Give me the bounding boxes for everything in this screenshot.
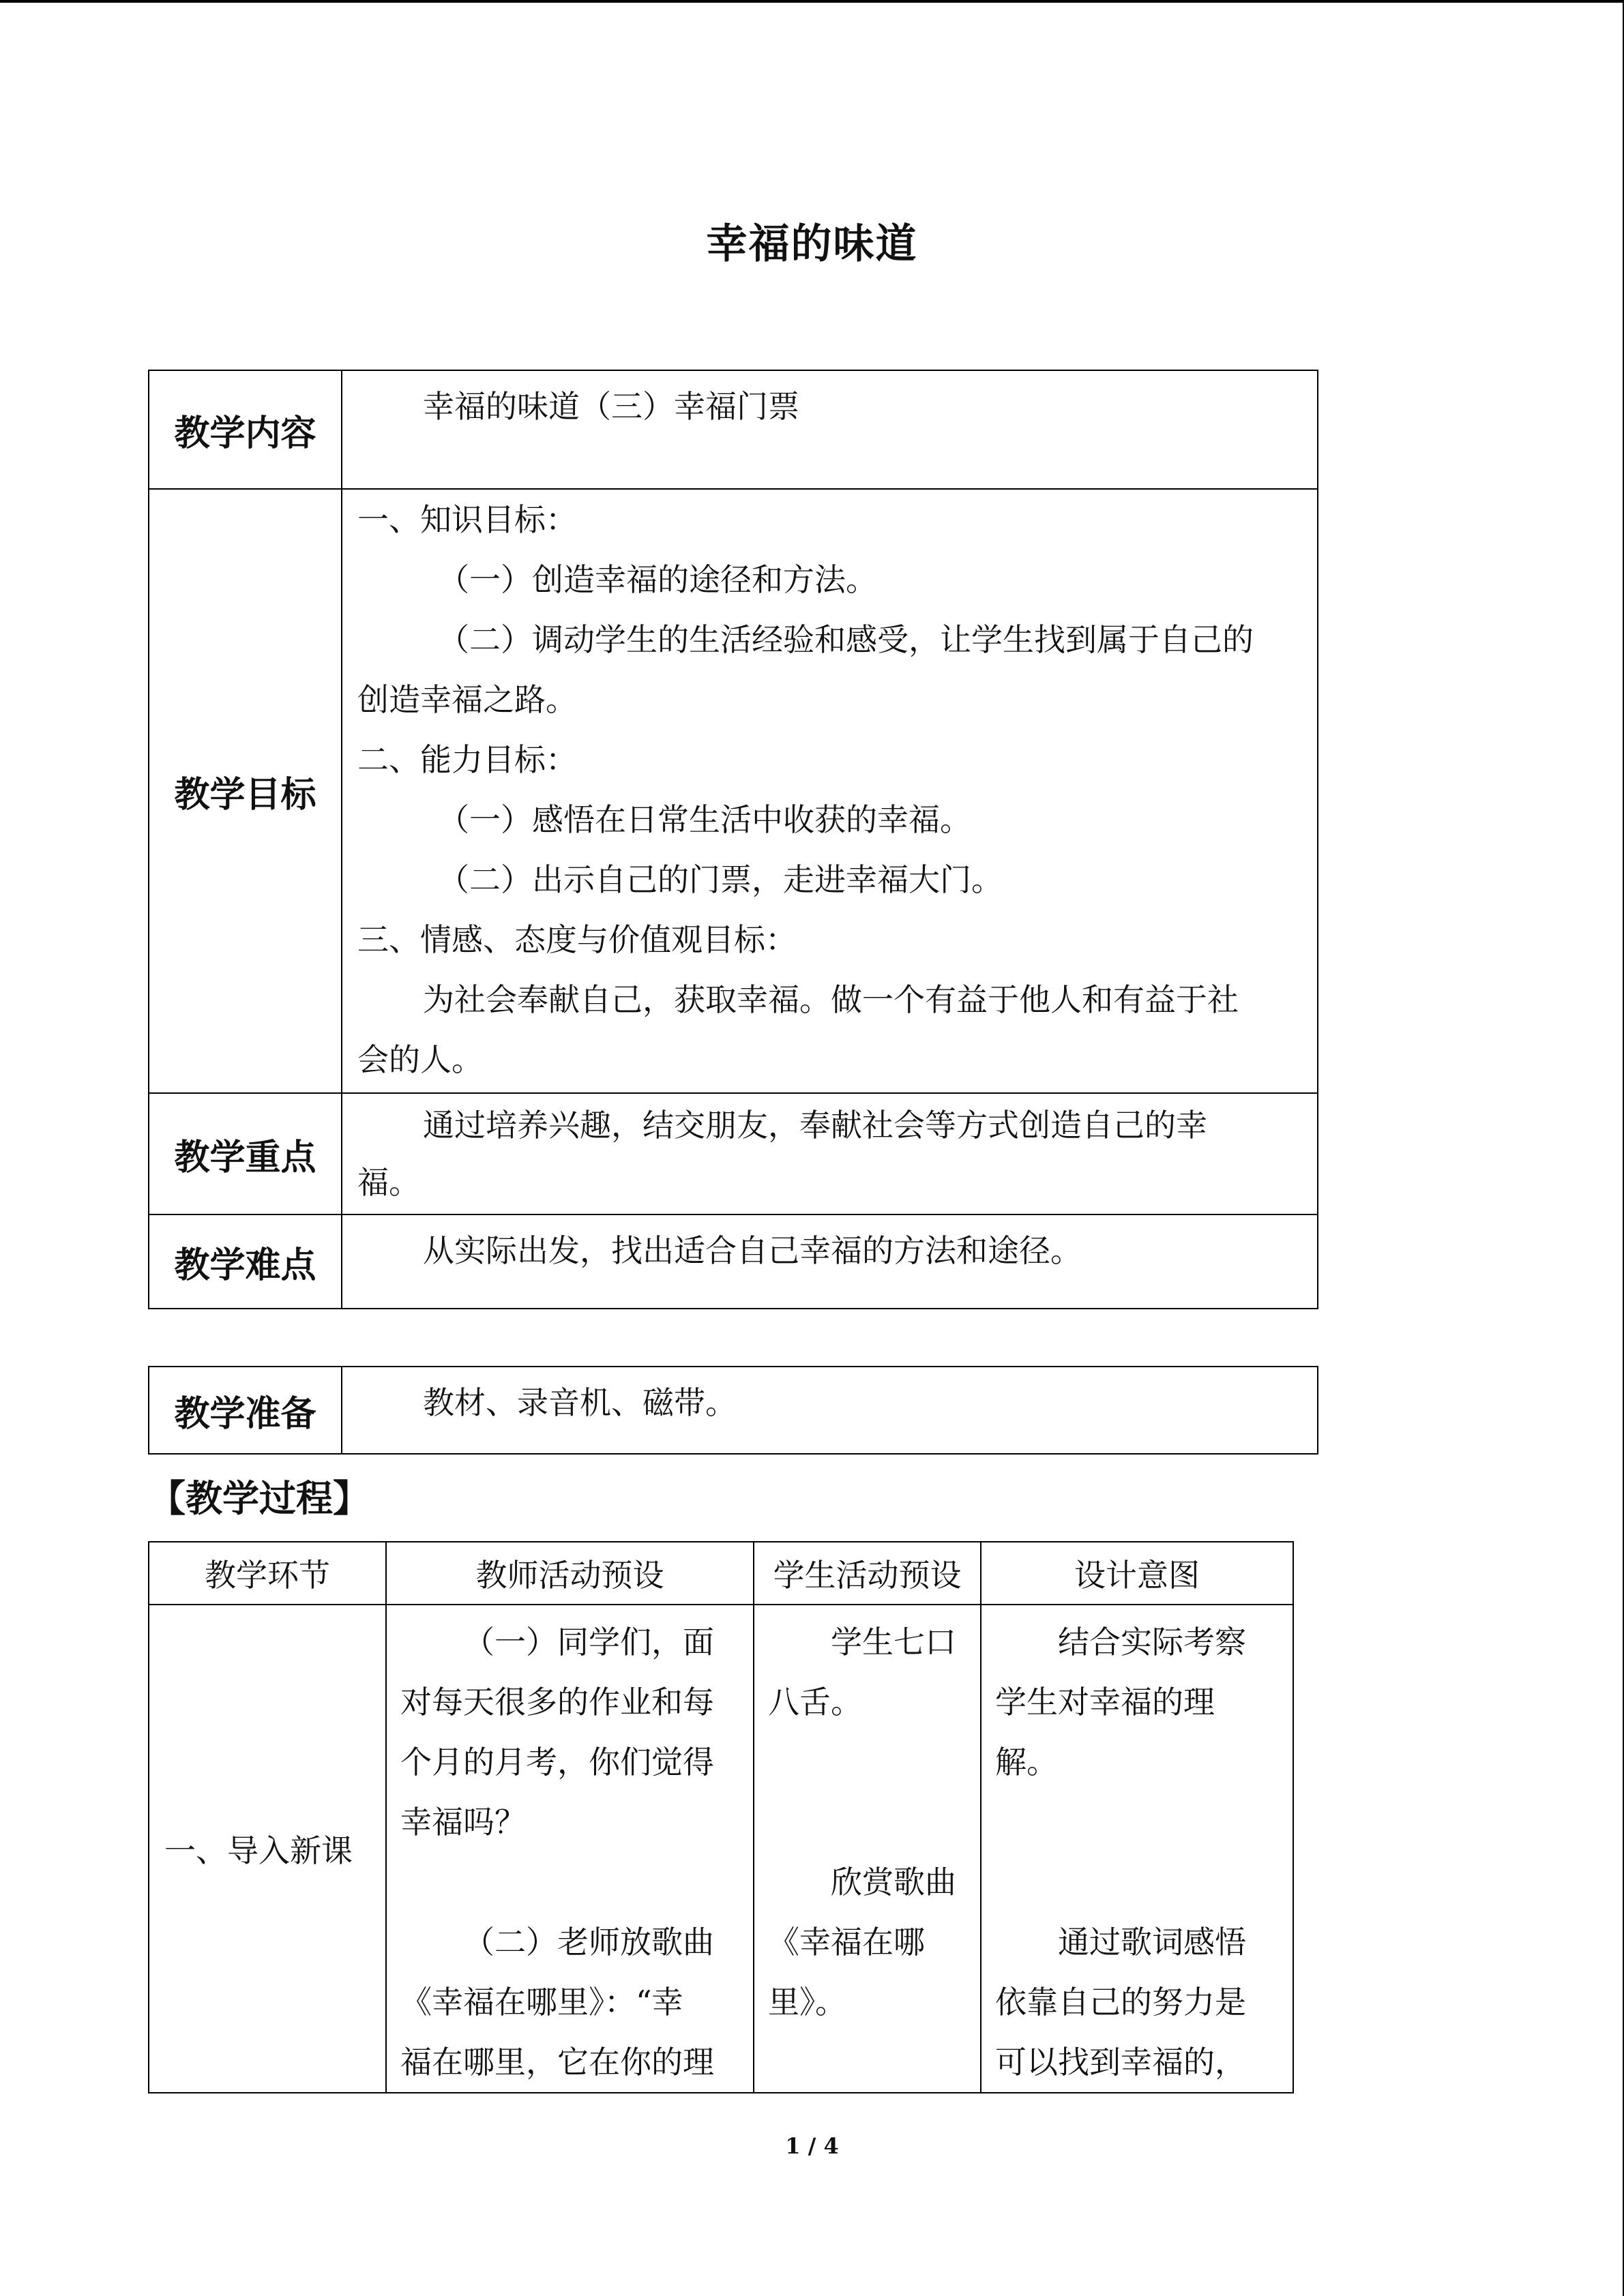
row-content bbox=[342, 370, 1318, 489]
intent-line: 通过歌词感悟 bbox=[1058, 1924, 1246, 1960]
teacher-line: （二）老师放歌曲 bbox=[463, 1924, 714, 1960]
intent-cell bbox=[981, 1605, 1293, 2093]
spacer bbox=[768, 1792, 968, 1852]
top-border-line bbox=[0, 0, 1624, 3]
prep-row bbox=[149, 1367, 1318, 1454]
goal-item: （二）调动学生的生活经验和感受，让学生找到属于自己的 bbox=[438, 621, 1254, 658]
spacer bbox=[768, 1732, 968, 1792]
info-row-difficulties bbox=[149, 1214, 1318, 1309]
info-row-goals bbox=[149, 489, 1318, 1093]
spacer bbox=[400, 1852, 741, 1912]
process-row bbox=[149, 1605, 1293, 2093]
teacher-line: 对每天很多的作业和每 bbox=[400, 1684, 714, 1720]
student-line: 《幸福在哪 bbox=[768, 1924, 925, 1960]
row-label: 教学内容 bbox=[149, 370, 342, 489]
intent-line: 学生对幸福的理 bbox=[995, 1684, 1215, 1720]
key-points-content bbox=[342, 1093, 1318, 1214]
teacher-line: 福在哪里，它在你的理 bbox=[400, 2044, 714, 2081]
header-stage: 教学环节 bbox=[149, 1542, 386, 1605]
row-label: 教学难点 bbox=[149, 1214, 342, 1309]
content-line: 通过培养兴趣，结交朋友，奉献社会等方式创造自己的幸 bbox=[423, 1107, 1207, 1144]
header-student: 学生活动预设 bbox=[754, 1542, 981, 1605]
goal-heading: 二、能力目标： bbox=[357, 741, 577, 778]
student-line: 里》。 bbox=[768, 1984, 846, 2021]
spacer bbox=[995, 1852, 1280, 1912]
teacher-line: 《幸福在哪里》：“幸 bbox=[400, 1984, 683, 2021]
student-cell bbox=[754, 1605, 981, 2093]
process-header-row bbox=[149, 1542, 1293, 1605]
goal-heading: 三、情感、态度与价值观目标： bbox=[357, 921, 797, 958]
goal-item: 为社会奉献自己，获取幸福。做一个有益于他人和有益于社 bbox=[423, 981, 1239, 1018]
goals-content bbox=[342, 489, 1318, 1093]
prep-content bbox=[342, 1367, 1318, 1454]
student-line: 八舌。 bbox=[768, 1684, 862, 1720]
goal-item-cont: 创造幸福之路。 bbox=[357, 681, 577, 718]
content-line: 福。 bbox=[357, 1164, 420, 1201]
goal-item: （一）感悟在日常生活中收获的幸福。 bbox=[438, 801, 971, 838]
teacher-line: 个月的月考，你们觉得 bbox=[400, 1744, 714, 1780]
goal-item: （二）出示自己的门票，走进幸福大门。 bbox=[438, 861, 1003, 898]
goal-heading: 一、知识目标： bbox=[357, 501, 577, 538]
goal-item-cont: 会的人。 bbox=[357, 1041, 483, 1078]
content-line: 幸福的味道（三）幸福门票 bbox=[423, 388, 799, 425]
teacher-line: 幸福吗？ bbox=[400, 1804, 526, 1840]
stage-cell: 一、导入新课 bbox=[149, 1605, 386, 2093]
info-row-content bbox=[149, 370, 1318, 489]
goal-item: （一）创造幸福的途径和方法。 bbox=[438, 561, 877, 598]
teacher-line: （一）同学们，面 bbox=[463, 1624, 714, 1660]
student-line: 学生七口 bbox=[831, 1624, 956, 1660]
info-row-key-points bbox=[149, 1093, 1318, 1214]
header-intent: 设计意图 bbox=[981, 1542, 1293, 1605]
intent-line: 解。 bbox=[995, 1744, 1058, 1780]
spacer bbox=[995, 1792, 1280, 1852]
intent-line: 可以找到幸福的， bbox=[995, 2044, 1246, 2081]
row-label: 教学重点 bbox=[149, 1093, 342, 1214]
header-teacher: 教师活动预设 bbox=[386, 1542, 754, 1605]
content-line: 从实际出发，找出适合自己幸福的方法和途径。 bbox=[423, 1232, 1082, 1269]
intent-line: 结合实际考察 bbox=[1058, 1624, 1246, 1660]
page-number: 1 / 4 bbox=[785, 2133, 839, 2159]
row-label: 教学目标 bbox=[149, 489, 342, 1093]
difficulties-content bbox=[342, 1214, 1318, 1309]
prep-table bbox=[148, 1366, 1318, 1455]
process-table bbox=[148, 1541, 1294, 2093]
intent-line: 依靠自己的努力是 bbox=[995, 1984, 1246, 2021]
info-table bbox=[148, 370, 1318, 1309]
process-heading: 【教学过程】 bbox=[149, 1477, 370, 1520]
row-label: 教学准备 bbox=[149, 1367, 342, 1454]
document-title: 幸福的味道 bbox=[706, 220, 918, 268]
student-line: 欣赏歌曲 bbox=[831, 1864, 956, 1900]
teacher-cell bbox=[386, 1605, 754, 2093]
content-line: 教材、录音机、磁带。 bbox=[423, 1384, 737, 1421]
